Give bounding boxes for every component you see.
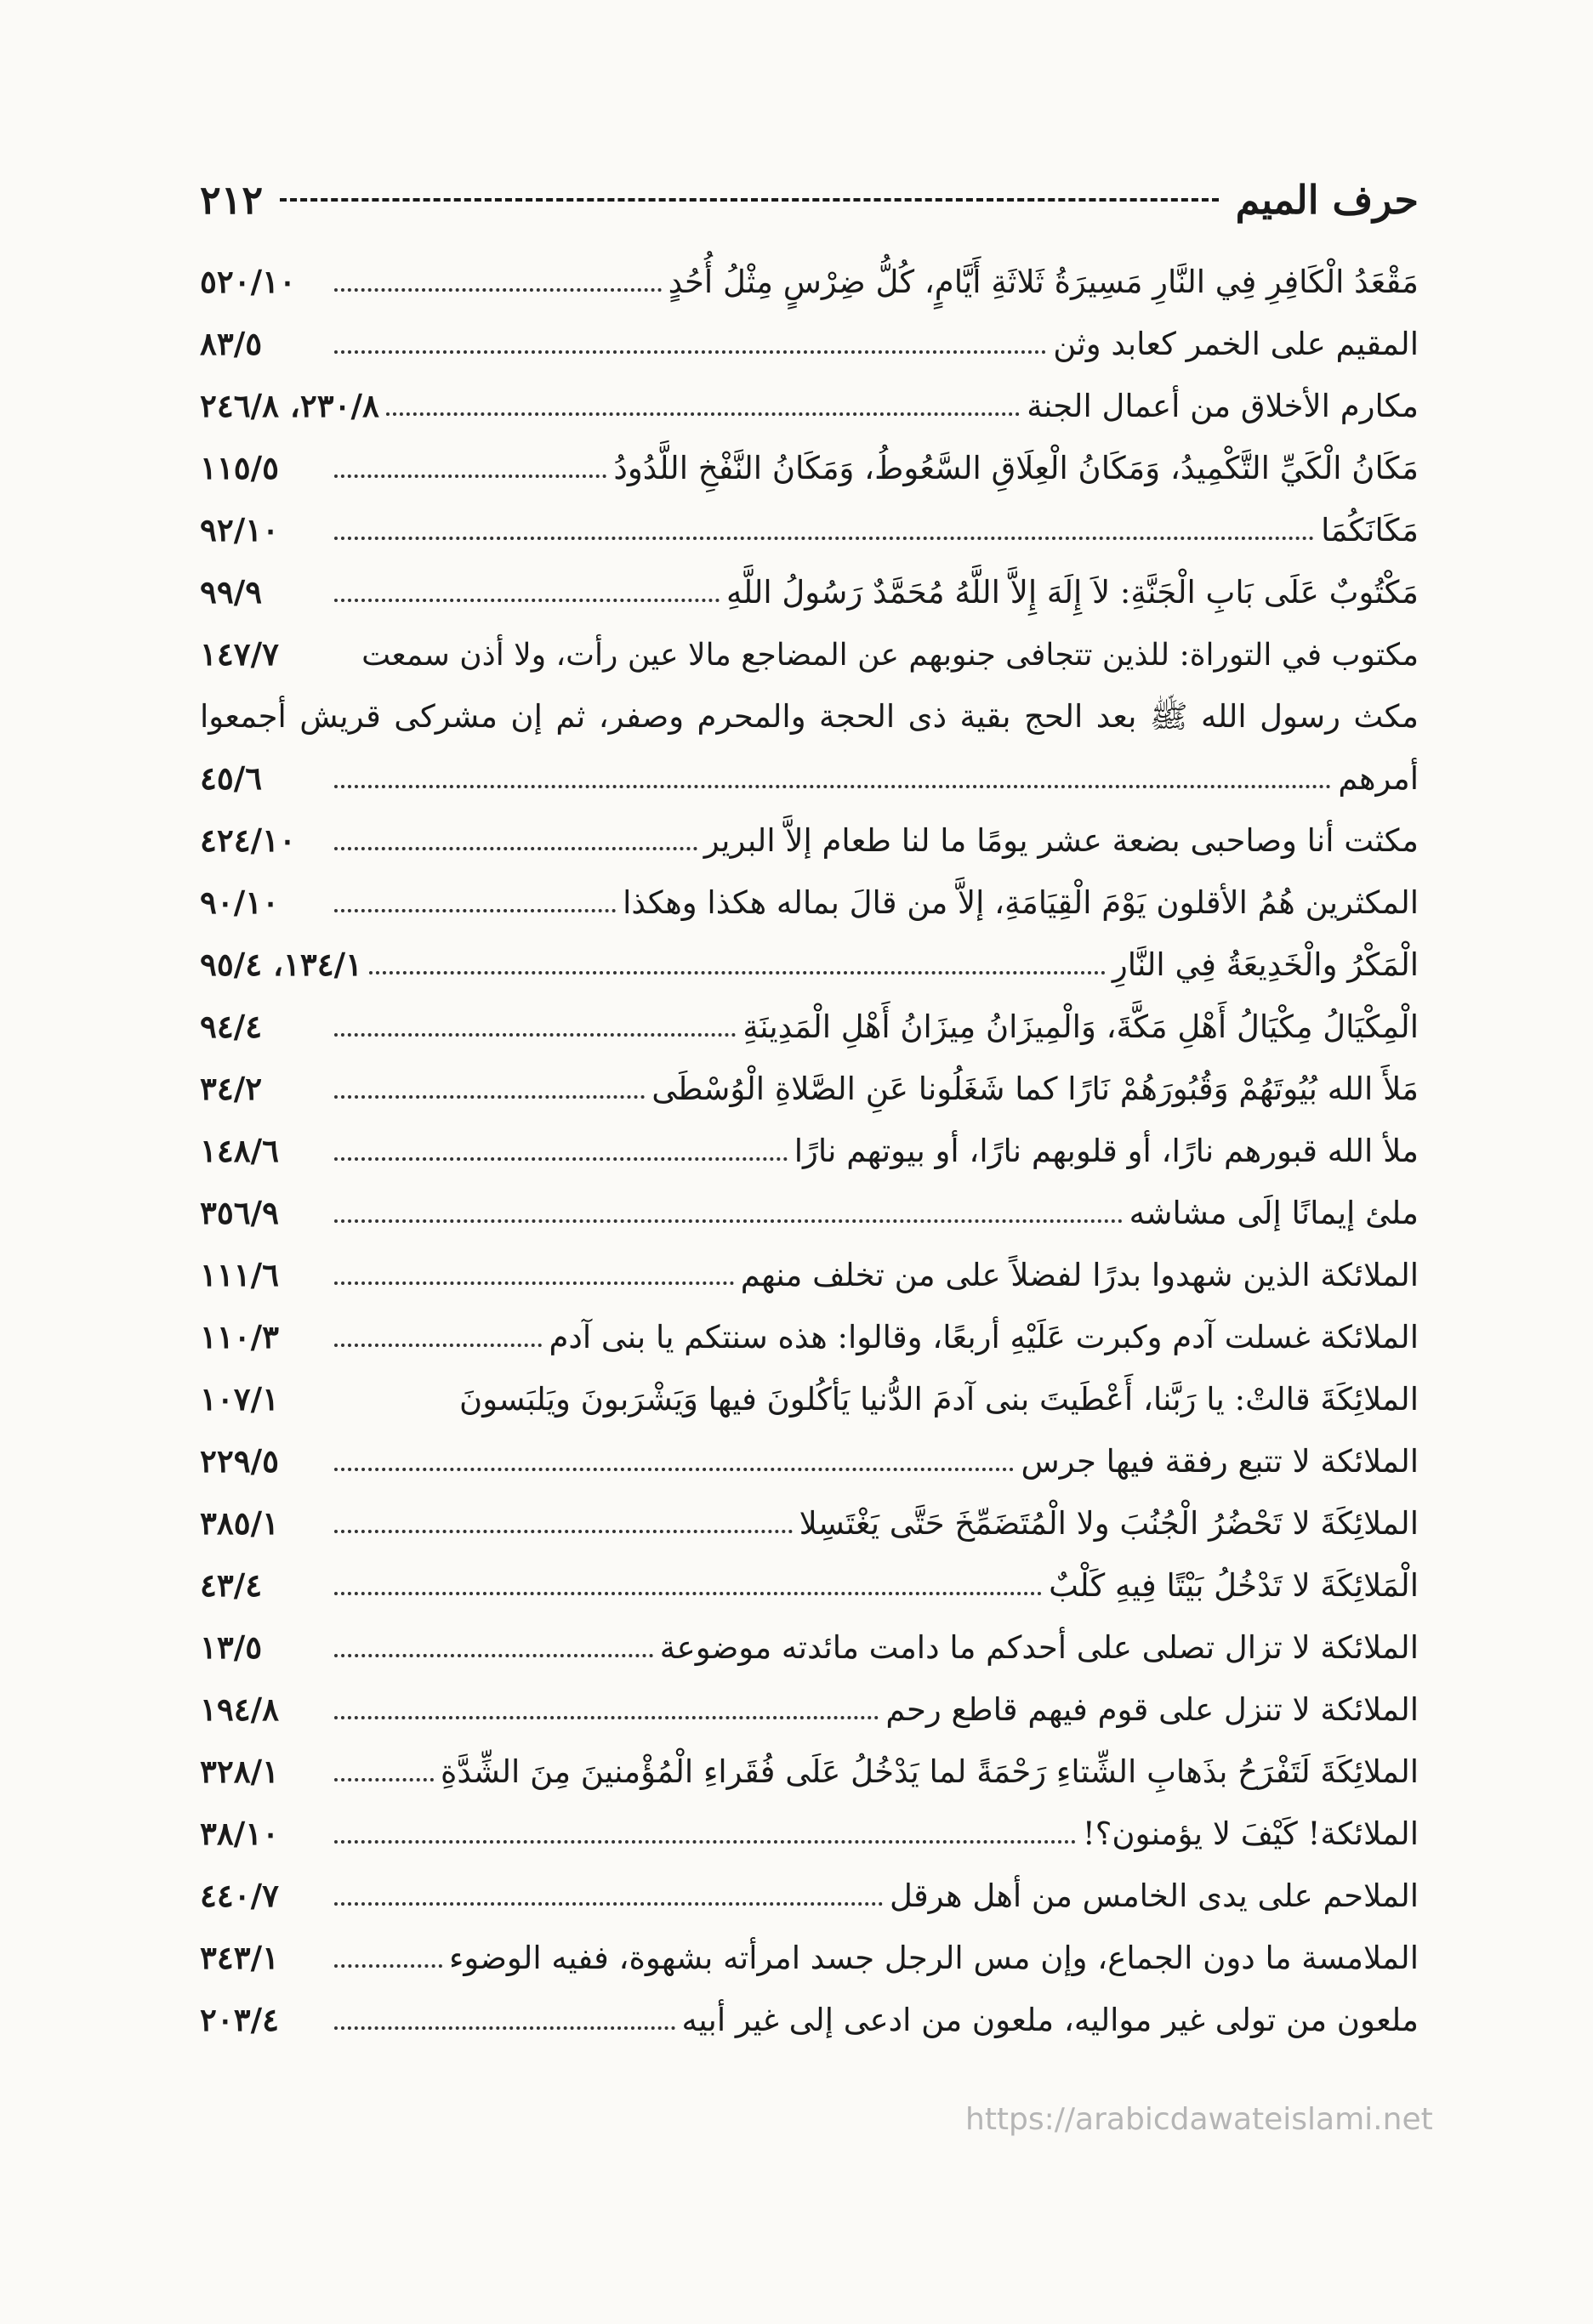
index-entry bbox=[200, 623, 1419, 686]
page-number: ٢١٢ bbox=[200, 177, 264, 223]
entry-reference: ٨٣/٥ bbox=[200, 325, 263, 362]
dot-leader bbox=[369, 971, 1106, 974]
dot-leader bbox=[334, 288, 662, 292]
dot-leader bbox=[334, 785, 1331, 788]
entry-reference: ١١١/٦ bbox=[200, 1256, 280, 1293]
index-entry bbox=[200, 375, 1419, 437]
index-entry bbox=[200, 561, 1419, 623]
dot-leader bbox=[334, 1778, 434, 1781]
entry-text: الملائكة لا تنزل على قوم فيهم قاطع رحم bbox=[885, 1691, 1419, 1728]
entry-reference: ٣٨/١٠ bbox=[200, 1815, 280, 1852]
dot-leader bbox=[334, 474, 606, 478]
entry-reference: ٣٨٥/١ bbox=[200, 1504, 280, 1542]
entry-text: ملأ الله قبورهم نارًا، أو قلوبهم نارًا، أو بيوتهم نارًا bbox=[794, 1133, 1419, 1169]
index-entry bbox=[200, 1927, 1419, 1989]
entry-reference: ٩٩/٩ bbox=[200, 573, 263, 611]
entry-reference: ١١٥/٥ bbox=[200, 449, 280, 486]
index-entry bbox=[200, 1182, 1419, 1244]
entry-reference: ٩٠/١٠ bbox=[200, 884, 280, 921]
entry-reference: ١٤٧/٧ bbox=[200, 635, 280, 673]
dot-leader bbox=[334, 847, 697, 850]
entry-reference: ٣٥٦/٩ bbox=[200, 1194, 280, 1231]
entry-reference: ٢٠٣/٤ bbox=[200, 2001, 280, 2038]
index-entry bbox=[200, 1617, 1419, 1679]
index-entry bbox=[200, 1058, 1419, 1120]
index-entry bbox=[200, 1306, 1419, 1368]
dot-leader bbox=[334, 1530, 793, 1533]
entry-text: الملاحم على يدى الخامس من أهل هرقل bbox=[889, 1878, 1419, 1914]
index-entry bbox=[200, 1492, 1419, 1554]
entry-text: الملائكة! كَيْفَ لا يؤمنون؟! bbox=[1082, 1815, 1419, 1852]
entry-text: الْمِكْيَالُ مِكْيَالُ أَهْلِ مَكَّةَ، وَالْمِيزَانُ مِيزَانُ أَهْلِ الْمَدِينَةِ bbox=[742, 1009, 1419, 1045]
index-entry bbox=[200, 1679, 1419, 1741]
entry-text: مَكَانُ الْكَيِّ التَّكْمِيدُ، وَمَكَانُ الْعِلَاقِ السَّعُوطُ، وَمَكَانُ النَّفْخِ اللَّدُودُ bbox=[613, 450, 1419, 486]
entry-text: المقيم على الخمر كعابد وثن bbox=[1053, 326, 1419, 362]
entry-text: مكث رسول الله ﷺ بعد الحج بقية ذى الحجة والمحرم وصفر، ثم إن مشركى قريش أجمعوا bbox=[200, 698, 1419, 735]
entry-reference: ٤٥/٦ bbox=[200, 759, 263, 797]
entry-reference: ١٩٤/٨ bbox=[200, 1690, 280, 1728]
dot-leader bbox=[334, 1033, 736, 1037]
entry-reference: ٣٤/٢ bbox=[200, 1070, 263, 1107]
entry-text: الملائكة غسلت آدم وكبرت عَلَيْهِ أربعًا، وقالوا: هذه سنتكم يا بنى آدم bbox=[549, 1319, 1419, 1355]
entry-text: الملائِكَةَ لَتَفْرَحُ بذَهابِ الشِّتاءِ رَحْمَةً لما يَدْخُلُ عَلَى فُقَراءِ الْمُؤْمنينَ مِنَ الشِّدَّةِ bbox=[440, 1753, 1419, 1790]
index-entry bbox=[200, 810, 1419, 872]
index-entry bbox=[200, 437, 1419, 499]
index-entry bbox=[200, 1803, 1419, 1865]
dot-leader bbox=[334, 1219, 1123, 1223]
dot-leader bbox=[334, 909, 616, 912]
watermark: https://arabicdawateislami.net bbox=[965, 2102, 1433, 2137]
entry-text: مكارم الأخلاق من أعمال الجنة bbox=[1027, 388, 1419, 424]
entry-reference: ٩٢/١٠ bbox=[200, 511, 280, 548]
entry-reference: ١٣/٥ bbox=[200, 1628, 263, 1666]
entry-reference: ١١٠/٣ bbox=[200, 1318, 280, 1355]
entry-text: الملائِكَةَ قالتْ: يا رَبَّنا، أَعْطَيتَ بنى آدمَ الدُّنيا يَأكُلونَ فيها وَيَشْرَبونَ ويَلبَسونَ bbox=[459, 1381, 1419, 1418]
entry-reference: ٣٢٨/١ bbox=[200, 1753, 280, 1790]
dot-leader bbox=[334, 1654, 653, 1657]
dot-leader bbox=[334, 1095, 645, 1099]
entry-reference: ٢٣٠/٨، ٢٤٦/٨ bbox=[200, 387, 379, 424]
entry-text: الملائكة لا تتبع رفقة فيها جرس bbox=[1021, 1443, 1419, 1480]
index-entry bbox=[200, 934, 1419, 996]
dot-leader bbox=[334, 537, 1314, 540]
entry-reference: ٩٤/٤ bbox=[200, 1008, 263, 1045]
entry-text: ملئ إيمانًا إلَى مشاشه bbox=[1129, 1195, 1419, 1231]
dot-leader bbox=[334, 1902, 883, 1906]
dot-leader bbox=[334, 1716, 879, 1719]
entry-reference: ٢٢٩/٥ bbox=[200, 1442, 280, 1480]
entry-text: الملائكة لا تزال تصلى على أحدكم ما دامت مائدته موضوعة bbox=[659, 1629, 1419, 1666]
entry-reference: ١٤٨/٦ bbox=[200, 1132, 280, 1169]
header-rule bbox=[280, 198, 1218, 202]
entry-text: ملعون من تولى غير مواليه، ملعون من ادعى إلى غير أبيه bbox=[681, 2002, 1419, 2038]
entry-reference: ٤٢٤/١٠ bbox=[200, 821, 296, 859]
index-entry bbox=[200, 251, 1419, 313]
dot-leader bbox=[334, 1468, 1014, 1471]
index-entry bbox=[200, 1368, 1419, 1430]
index-entry bbox=[200, 1865, 1419, 1927]
entry-text: مَقْعَدُ الْكَافِرِ فِي النَّارِ مَسِيرَةُ ثَلاثَةِ أَيَّامٍ، كُلُّ ضِرْسٍ مِثْلُ أُحُدٍ bbox=[668, 264, 1419, 300]
entry-text: الملامسة ما دون الجماع، وإن مس الرجل جسد امرأته بشهوة، ففيه الوضوء bbox=[449, 1940, 1419, 1976]
dot-leader bbox=[334, 1840, 1076, 1844]
index-entry bbox=[200, 1989, 1419, 2051]
entry-reference: ٤٤٠/٧ bbox=[200, 1877, 280, 1914]
dot-leader bbox=[334, 599, 720, 602]
dot-leader bbox=[334, 1157, 788, 1161]
index-entry bbox=[200, 313, 1419, 375]
entry-text: مَكَانَكُمَا bbox=[1321, 512, 1419, 548]
index-entry bbox=[200, 499, 1419, 561]
entry-text: المكثرين هُمُ الأقلون يَوْمَ الْقِيَامَةِ، إلاَّ من قالَ بماله هكذا وهكذا bbox=[623, 884, 1419, 921]
dot-leader bbox=[334, 1281, 734, 1285]
dot-leader bbox=[334, 1344, 542, 1347]
entry-text: مَكْتُوبٌ عَلَى بَابِ الْجَنَّةِ: لاَ إِلَهَ إِلاَّ اللَّهُ مُحَمَّدٌ رَسُولُ اللَّهِ bbox=[726, 574, 1419, 611]
dot-leader bbox=[334, 1964, 442, 1968]
dot-leader bbox=[386, 412, 1020, 416]
index-entry bbox=[200, 1430, 1419, 1492]
index-entry bbox=[200, 996, 1419, 1058]
section-title: حرف الميم bbox=[1235, 177, 1419, 223]
entry-text-continued: أمرهم bbox=[1338, 760, 1419, 797]
entry-text: الْمَكْرُ والْخَدِيعَةُ فِي النَّارِ bbox=[1112, 946, 1419, 983]
index-entry bbox=[200, 1120, 1419, 1182]
entry-text: مكتوب في التوراة: للذين تتجافى جنوبهم عن المضاجع مالا عين رأت، ولا أذن سمعت bbox=[361, 638, 1419, 673]
entry-reference: ٤٣/٤ bbox=[200, 1566, 263, 1604]
entry-text: الملائِكَةَ لا تَحْضُرُ الْجُنُبَ ولا الْمُتَضَمِّخَ حَتَّى يَغْتَسِلا bbox=[799, 1505, 1419, 1542]
entry-reference: ١٠٧/١ bbox=[200, 1380, 280, 1418]
index-entry bbox=[200, 686, 1419, 810]
index-entries bbox=[200, 251, 1419, 2051]
page-header bbox=[200, 166, 1419, 234]
index-entry bbox=[200, 1554, 1419, 1617]
entry-reference: ٥٢٠/١٠ bbox=[200, 263, 296, 300]
entry-reference: ٣٤٣/١ bbox=[200, 1939, 280, 1976]
dot-leader bbox=[334, 350, 1046, 354]
entry-text: الْمَلائِكَةَ لا تَدْخُلُ بَيْتًا فِيهِ كَلْبٌ bbox=[1049, 1567, 1419, 1604]
index-entry bbox=[200, 872, 1419, 934]
dot-leader bbox=[334, 2026, 675, 2030]
dot-leader bbox=[334, 1592, 1042, 1595]
entry-text: الملائكة الذين شهدوا بدرًا لفضلاً على من تخلف منهم bbox=[740, 1257, 1419, 1293]
entry-reference: ١٣٤/١، ٩٥/٤ bbox=[200, 946, 362, 983]
entry-text: مَلأَ الله بُيُوتَهُمْ وَقُبُورَهُمْ نَارًا كما شَغَلُونا عَنِ الصَّلاةِ الْوُسْطَى bbox=[651, 1071, 1419, 1107]
index-entry bbox=[200, 1741, 1419, 1803]
entry-text: مكثت أنا وصاحبى بضعة عشر يومًا ما لنا طعام إلاَّ البرير bbox=[703, 822, 1419, 859]
index-entry bbox=[200, 1244, 1419, 1306]
